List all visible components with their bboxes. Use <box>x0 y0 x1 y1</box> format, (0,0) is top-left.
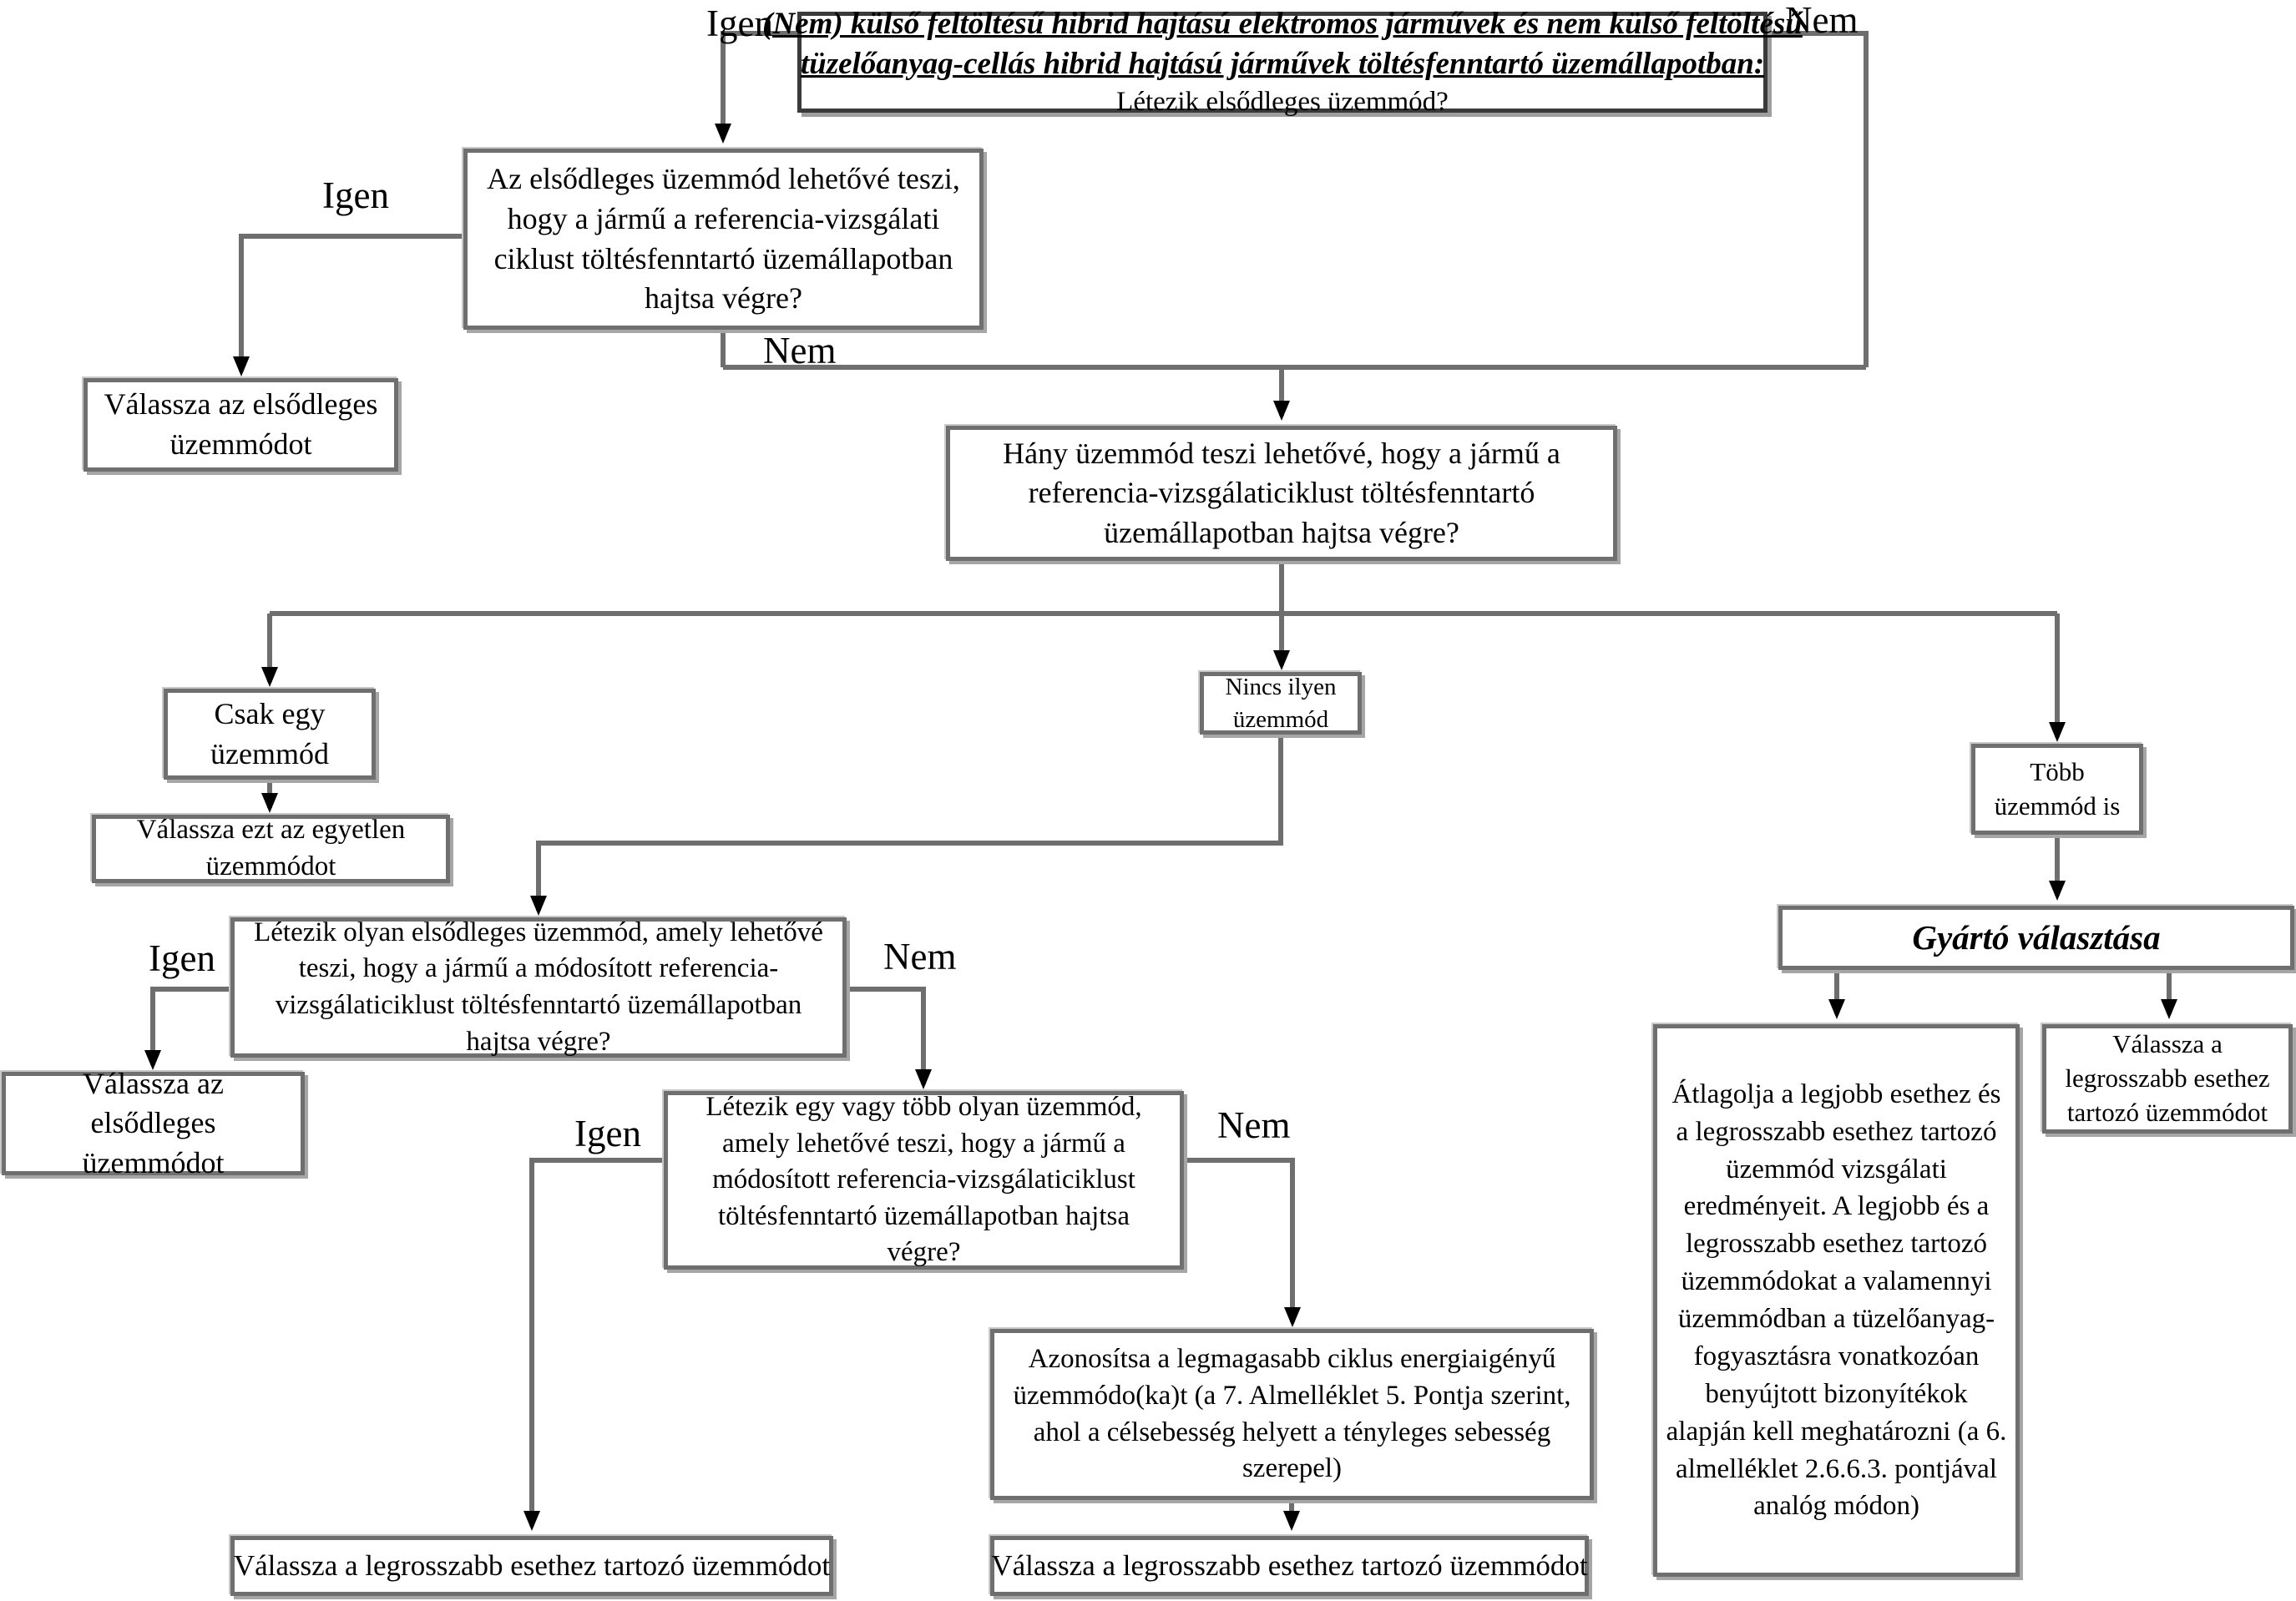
start-line2: tüzelőanyag-cellás hibrid hajtású járművek töltésfenntartó üzemállapotban: <box>800 47 1765 82</box>
edge-label-no-one-or-more: Nem <box>1217 1104 1291 1146</box>
no-such-mode-text: Nincs ilyen üzemmód <box>1225 674 1337 733</box>
node-choose-worst-left <box>230 1536 833 1596</box>
start-question-text: Létezik elsődleges üzemmód? <box>1116 87 1449 118</box>
start-line1: (Nem) külső feltöltésű hibrid hajtású elektromos járművek és nem külső feltöltésű <box>762 6 1803 41</box>
choose-worst-mid-text: Válassza a legrosszabb esethez tartozó üzemmódot <box>991 1548 1588 1582</box>
node-primary-capable <box>463 149 984 330</box>
node-start-question <box>762 6 1803 118</box>
average-best-worst-text: Átlagolja a legjobb esethez és a legrosszabb esethez tartozó üzemmód vizsgálati eredményeit. A legjobb és a legrosszabb esethez tartozó üzemmódokat a valamennyi üzemmódban a tüzelőanyag-fogyasztásra vonatkozóan benyújtott bizonyítékok alapján kell meghatározni (a 6. almelléklet 2.6.6.3. pontjával analóg módon) <box>1666 1078 2007 1522</box>
edge-label-yes-modified: Igen <box>149 937 215 979</box>
multiple-modes-text: Több üzemmód is <box>1994 756 2121 821</box>
node-choose-single-mode <box>92 815 450 883</box>
node-no-such-mode <box>1200 672 1362 735</box>
only-one-mode-text: Csak egy üzemmód <box>210 696 329 770</box>
edge-label-yes-one-or-more: Igen <box>574 1113 641 1154</box>
choose-worst-right-text: Válassza a legrosszabb esethez tartozó üzemmódot <box>2065 1029 2270 1127</box>
how-many-modes-text: Hány üzemmód teszi lehetővé, hogy a jármű a referencia-vizsgálaticiklust töltésfenntartó üzemállapotban hajtsa végre? <box>1003 436 1560 549</box>
choose-single-mode-text: Válassza ezt az egyetlen üzemmódot <box>136 815 406 881</box>
choose-primary-2-text: Válassza az elsődleges üzemmódot <box>82 1066 225 1179</box>
node-how-many-modes <box>946 426 1617 561</box>
node-identify-highest-energy <box>990 1329 1594 1500</box>
primary-modified-cycle-text: Létezik olyan elsődleges üzemmód, amely lehetővé teszi, hogy a jármű a módosított referencia-vizsgálaticiklust töltésfenntartó üzemállapotban hajtsa végre? <box>254 917 823 1057</box>
choose-primary-1-text: Válassza az elsődleges üzemmódot <box>104 387 378 461</box>
node-one-or-more-modified <box>664 1091 1184 1270</box>
edge-label-yes-primary: Igen <box>322 174 389 216</box>
node-choose-primary-2 <box>2 1066 305 1179</box>
edge-label-yes-top: Igen <box>706 3 773 44</box>
identify-highest-energy-text: Azonosítsa a legmagasabb ciklus energiaigényű üzemmódo(ka)t (a 7. Almelléklet 5. Pontja szerint, ahol a célsebesség helyett a tényleges sebesség szerepel) <box>1013 1344 1571 1484</box>
node-only-one-mode <box>164 689 376 780</box>
manufacturer-choice-text: Gyártó választása <box>1912 918 2161 957</box>
node-average-best-worst <box>1653 1024 2020 1577</box>
node-choose-worst-right <box>2042 1024 2293 1134</box>
node-primary-modified-cycle <box>230 917 847 1058</box>
edge-label-no-top: Nem <box>1785 0 1859 41</box>
node-manufacturer-choice <box>1778 906 2294 970</box>
one-or-more-modified-text: Létezik egy vagy több olyan üzemmód, amely lehetővé teszi, hogy a jármű a módosított referencia-vizsgálaticiklust töltésfenntartó üzemállapotban hajtsa végre? <box>705 1092 1142 1268</box>
primary-capable-text: Az elsődleges üzemmód lehetővé teszi, hogy a jármű a referencia-vizsgálati ciklust töltésfenntartó üzemállapotban hajtsa végre? <box>487 162 960 316</box>
node-multiple-modes <box>1971 744 2143 835</box>
choose-worst-left-text: Válassza a legrosszabb esethez tartozó üzemmódot <box>233 1548 831 1582</box>
edge-label-no-modified: Nem <box>883 936 957 977</box>
node-choose-primary-1 <box>83 378 398 472</box>
node-choose-worst-mid <box>990 1536 1589 1596</box>
edge-label-no-primary: Nem <box>763 330 837 371</box>
